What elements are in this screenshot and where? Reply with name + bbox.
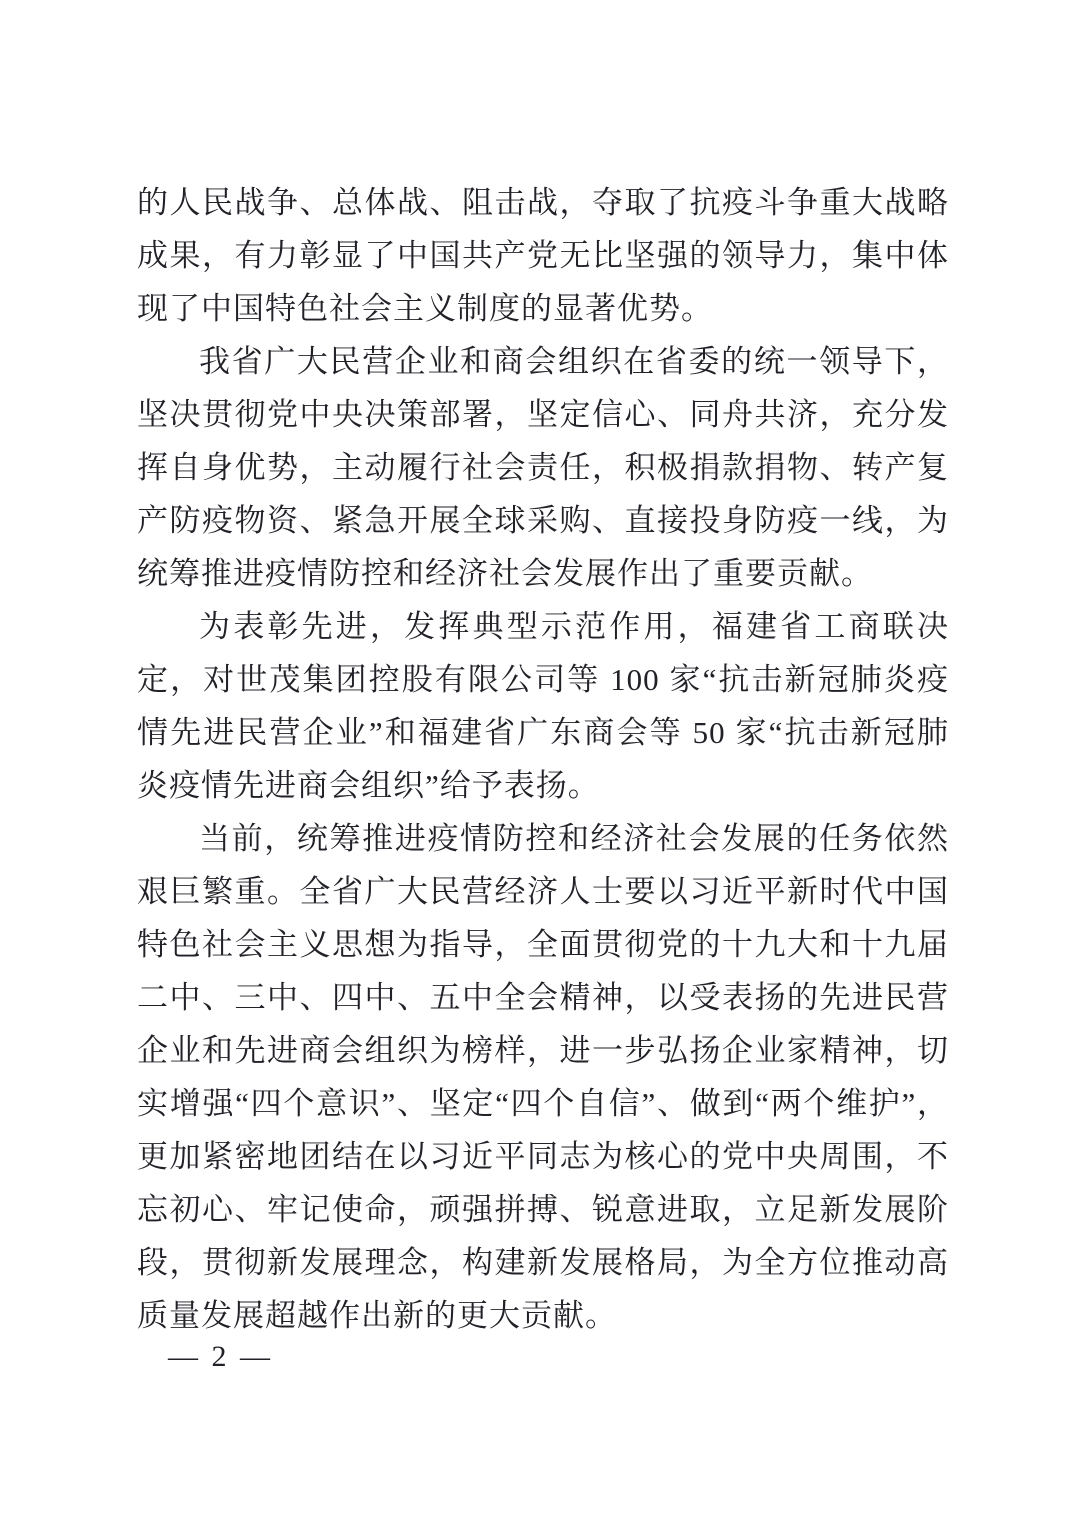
paragraph: 为表彰先进，发挥典型示范作用，福建省工商联决定，对世茂集团控股有限公司等 100 家“抗击新冠肺炎疫情先进民营企业”和福建省广东商会等 50 家“抗击新冠肺炎疫情先进商会组织”给予表扬。 — [137, 609, 949, 803]
paragraph: 我省广大民营企业和商会组织在省委的统一领导下，坚决贯彻党中央决策部署，坚定信心、同舟共济，充分发挥自身优势，主动履行社会责任，积极捐款捐物、转产复产防疫物资、紧急开展全球采购、直接投身防疫一线，为统筹推进疫情防控和经济社会发展作出了重要贡献。 — [137, 344, 949, 591]
paragraph-continued: 的人民战争、总体战、阻击战，夺取了抗疫斗争重大战略成果，有力彰显了中国共产党无比坚强的领导力，集中体现了中国特色社会主义制度的显著优势。 — [137, 185, 949, 326]
page-number: — 2 — — [168, 1340, 273, 1373]
document-body — [137, 176, 949, 1342]
paragraph: 当前，统筹推进疫情防控和经济社会发展的任务依然艰巨繁重。全省广大民营经济人士要以习近平新时代中国特色社会主义思想为指导，全面贯彻党的十九大和十九届二中、三中、四中、五中全会精神，以受表扬的先进民营企业和先进商会组织为榜样，进一步弘扬企业家精神，切实增强“四个意识”、坚定“四个自信”、做到“两个维护”，更加紧密地团结在以习近平同志为核心的党中央周围，不忘初心、牢记使命，顽强拼搏、锐意进取，立足新发展阶段，贯彻新发展理念，构建新发展格局，为全方位推动高质量发展超越作出新的更大贡献。 — [137, 821, 949, 1333]
